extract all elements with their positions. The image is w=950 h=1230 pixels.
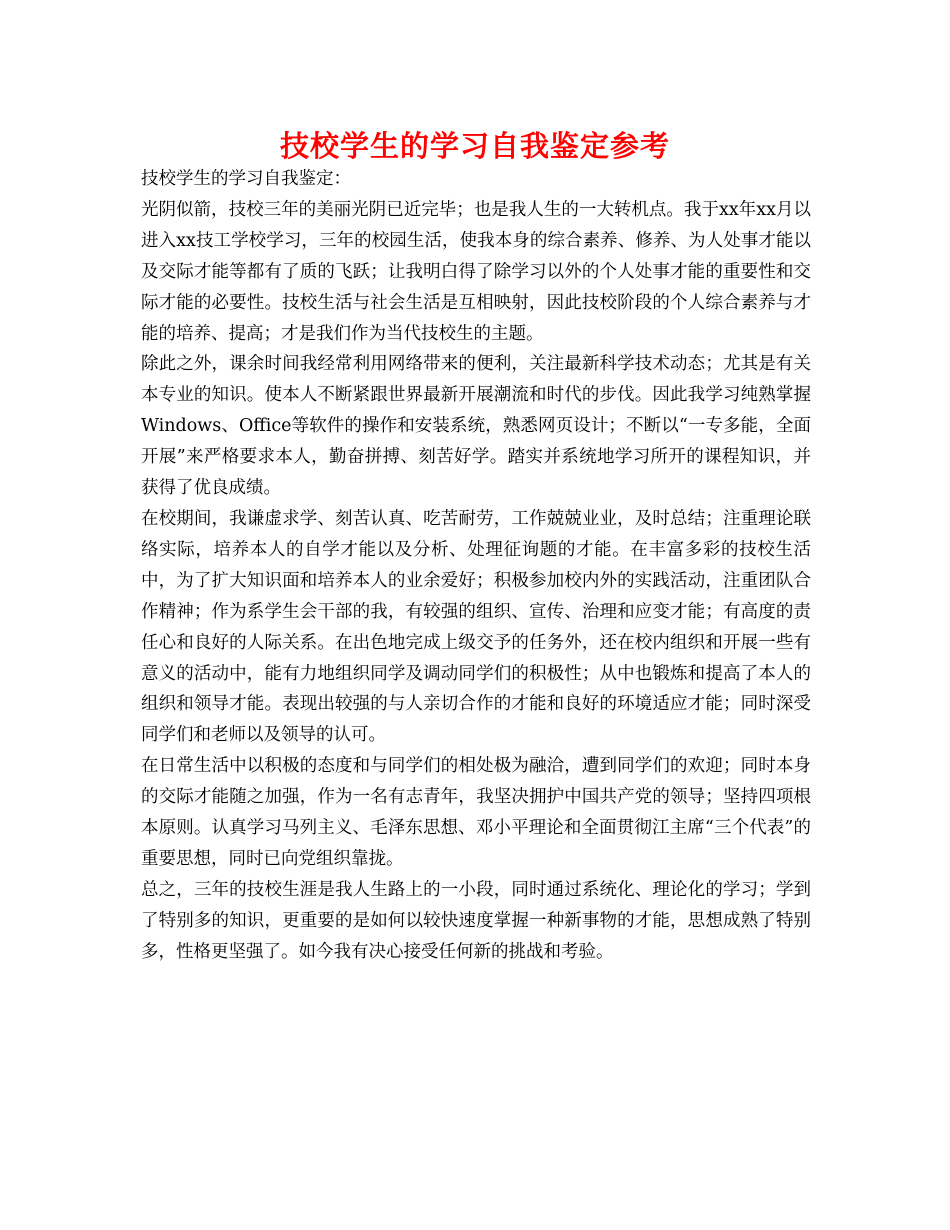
document-body — [141, 164, 811, 968]
paragraph-1: 光阴似箭，技校三年的美丽光阴已近完毕；也是我人生的一大转机点。我于xx年xx月以进入xx技工学校学习，三年的校园生活，使我本身的综合素养、修养、为人处事才能以及交际才能等都有了质的飞跃；让我明白得了除学习以外的个人处事才能的重要性和交际才能的必要性。技校生活与社会生活是互相映射，因此技校阶段的个人综合素养与才能的培养、提高；才是我们作为当代技校生的主题。 — [141, 199, 811, 344]
paragraph-4: 在日常生活中以积极的态度和与同学们的相处极为融洽，遭到同学们的欢迎；同时本身的交际才能随之加强，作为一名有志青年，我坚决拥护中国共产党的领导；坚持四项根本原则。认真学习马列主义、毛泽东思想、邓小平理论和全面贯彻江主席“三个代表”的重要思想，同时已向党组织靠拢。 — [141, 756, 811, 869]
paragraph-2: 除此之外，课余时间我经常利用网络带来的便利，关注最新科学技术动态；尤其是有关本专业的知识。使本人不断紧跟世界最新开展潮流和时代的步伐。因此我学习纯熟掌握Windows、Office等软件的操作和安装系统，熟悉网页设计；不断以“一专多能，全面开展”来严格要求本人，勤奋拼搏、刻苦好学。踏实并系统地学习所开的课程知识，并获得了优良成绩。 — [141, 354, 811, 499]
paragraph-3: 在校期间，我谦虚求学、刻苦认真、吃苦耐劳，工作兢兢业业，及时总结；注重理论联络实际，培养本人的自学才能以及分析、处理征询题的才能。在丰富多彩的技校生活中，为了扩大知识面和培养本人的业余爱好；积极参加校内外的实践活动，注重团队合作精神；作为系学生会干部的我，有较强的组织、宣传、治理和应变才能；有高度的责任心和良好的人际关系。在出色地完成上级交予的任务外，还在校内组织和开展一些有意义的活动中，能有力地组织同学及调动同学们的积极性；从中也锻炼和提高了本人的组织和领导才能。表现出较强的与人亲切合作的才能和良好的环境适应才能；同时深受同学们和老师以及领导的认可。 — [141, 508, 811, 746]
paragraph-5: 总之，三年的技校生涯是我人生路上的一小段，同时通过系统化、理论化的学习；学到了特别多的知识，更重要的是如何以较快速度掌握一种新事物的才能，思想成熟了特别多，性格更坚强了。如今我有决心接受任何新的挑战和考验。 — [141, 879, 811, 962]
paragraph-heading: 技校学生的学习自我鉴定： — [141, 169, 351, 189]
document-title: 技校学生的学习自我鉴定参考 — [279, 129, 670, 163]
